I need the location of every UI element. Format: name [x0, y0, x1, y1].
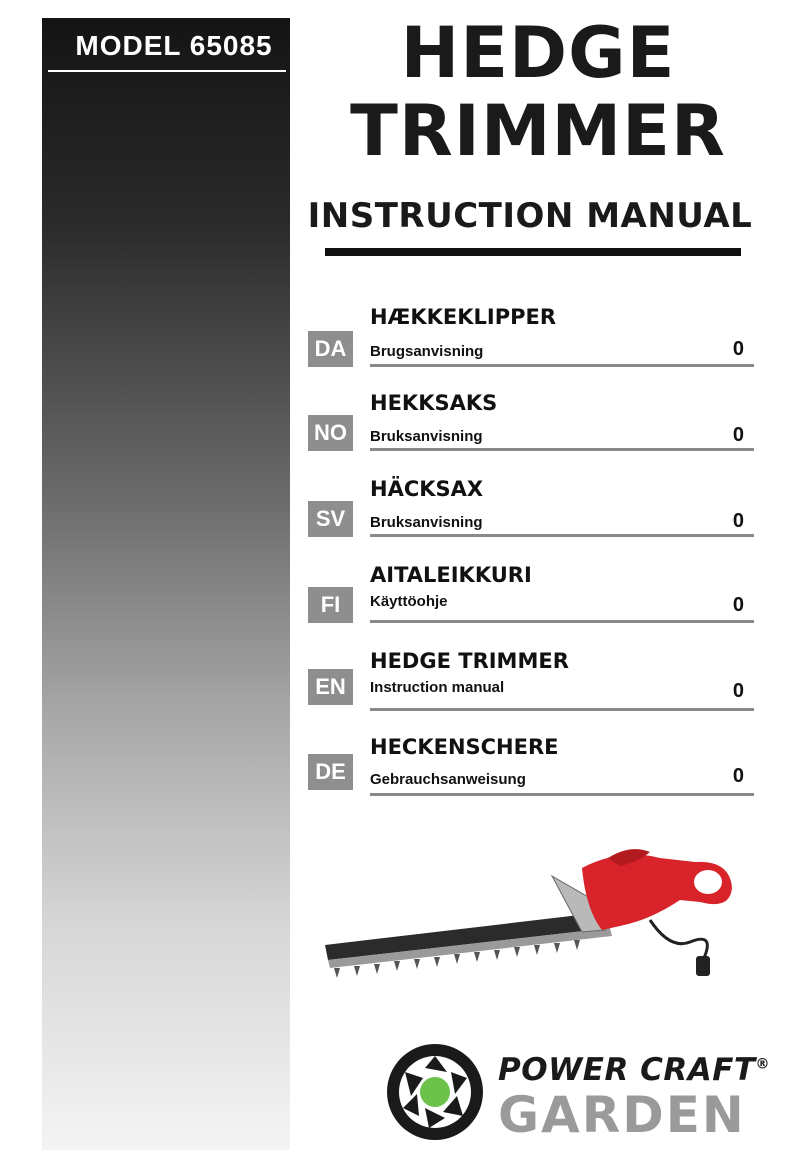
brand-garden: GARDEN [498, 1086, 746, 1144]
language-code-badge: EN [308, 669, 353, 705]
manual-subtitle: INSTRUCTION MANUAL [307, 196, 753, 236]
page-number: 0 [732, 424, 744, 446]
page-number: 0 [732, 680, 744, 702]
language-entry-fi[interactable] [308, 563, 758, 649]
brand-name: POWER CRAFT [498, 1052, 756, 1088]
model-label: MODEL 65085 [75, 30, 273, 61]
power-cord [650, 920, 707, 958]
language-entry-en[interactable] [308, 649, 758, 735]
language-code-badge: DE [308, 754, 353, 790]
language-code-badge: SV [308, 501, 353, 537]
language-title: HÄCKSAX [370, 477, 484, 501]
language-title: AITALEIKKURI [370, 563, 532, 587]
language-title: HEDGE TRIMMER [370, 649, 569, 673]
language-code-badge: DA [308, 331, 353, 367]
hedge-trimmer-image [320, 840, 740, 1000]
entry-divider [370, 793, 754, 796]
brand-power-craft [498, 1052, 770, 1088]
language-entry-de[interactable] [308, 735, 758, 821]
entry-divider [370, 364, 754, 367]
language-entry-sv[interactable] [308, 477, 758, 563]
model-divider [48, 70, 286, 72]
page-number: 0 [732, 338, 744, 360]
rear-handle-opening [694, 870, 722, 894]
plug [696, 956, 710, 976]
language-subtitle: Bruksanvisning [370, 428, 483, 445]
language-title: HÆKKEKLIPPER [370, 305, 557, 329]
language-subtitle: Instruction manual [370, 679, 505, 696]
sidebar-gradient-band [42, 18, 290, 1150]
page-title [318, 14, 758, 170]
brand-aperture-logo-icon [385, 1042, 485, 1142]
page-number: 0 [732, 510, 744, 532]
language-subtitle: Gebrauchsanweisung [370, 771, 526, 788]
language-subtitle: Brugsanvisning [370, 343, 484, 360]
language-title: HECKENSCHERE [370, 735, 559, 759]
page-number: 0 [732, 765, 744, 787]
language-code-badge: NO [308, 415, 353, 451]
subtitle-divider [325, 248, 741, 256]
language-code-badge: FI [308, 587, 353, 623]
language-title: HEKKSAKS [370, 391, 498, 415]
language-subtitle: Bruksanvisning [370, 514, 483, 531]
entry-divider [370, 708, 754, 711]
page-number: 0 [732, 594, 744, 616]
title-line-2: TRIMMER [350, 90, 726, 172]
language-subtitle: Käyttöohje [370, 593, 448, 610]
title-line-1: HEDGE [400, 12, 676, 94]
language-entry-no[interactable] [308, 391, 758, 477]
language-entry-da[interactable] [308, 305, 758, 391]
entry-divider [370, 620, 754, 623]
registered-mark: ® [755, 1056, 771, 1073]
entry-divider [370, 448, 754, 451]
entry-divider [370, 534, 754, 537]
